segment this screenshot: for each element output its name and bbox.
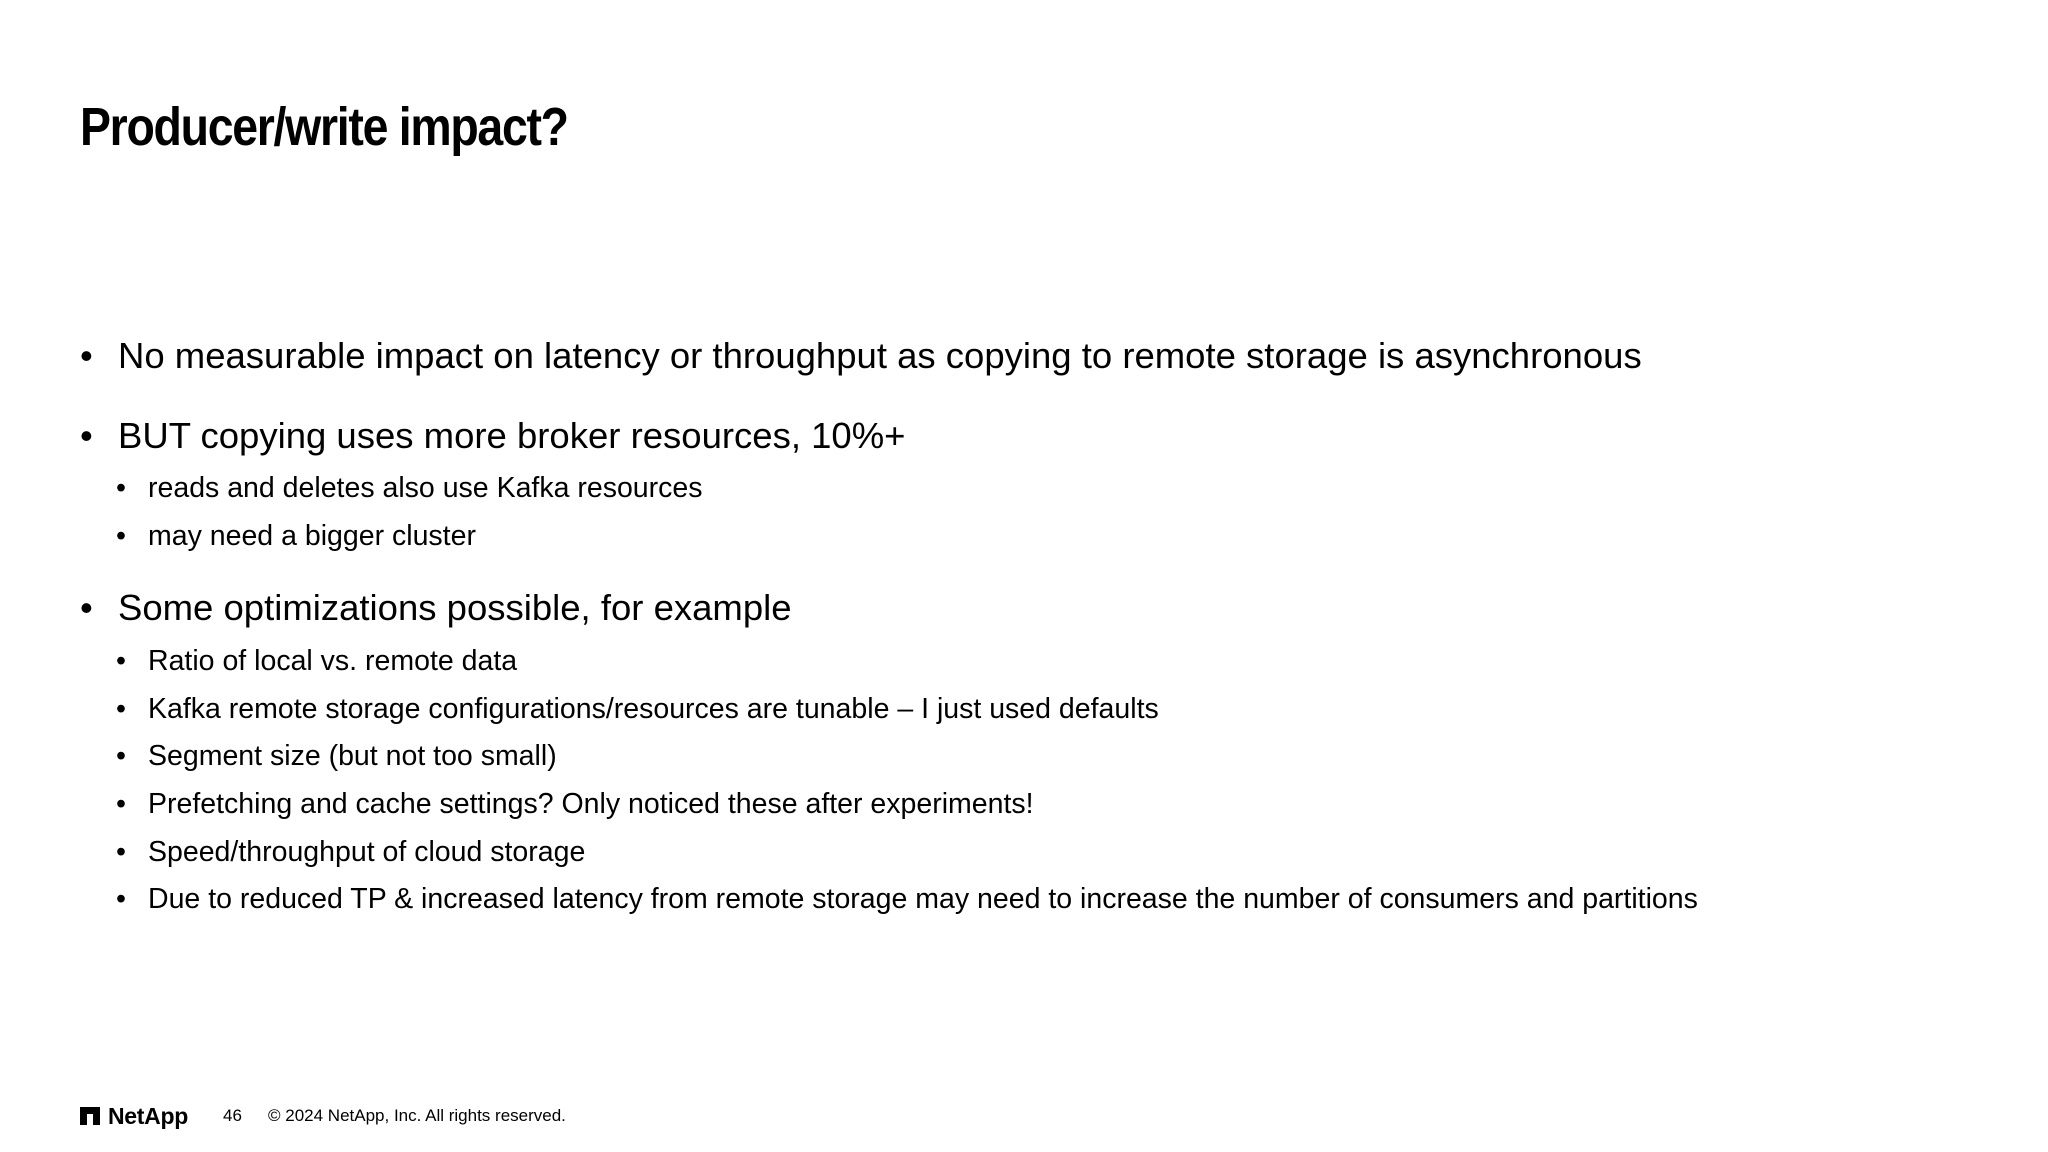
bullet-text: Some optimizations possible, for example <box>118 587 792 628</box>
sub-bullet-text: Kafka remote storage configurations/resources are tunable – I just used defaults <box>148 693 1159 725</box>
sub-bullet-text: Speed/throughput of cloud storage <box>148 836 586 868</box>
netapp-logo <box>80 1102 188 1130</box>
sub-bullet-dot: • <box>116 472 126 504</box>
sub-bullet-dot: • <box>116 645 126 677</box>
sub-bullet-text: Ratio of local vs. remote data <box>148 645 518 677</box>
sub-bullet-text: may need a bigger cluster <box>148 520 476 552</box>
page-number: 46 <box>223 1106 242 1125</box>
bullet-text: No measurable impact on latency or throughput as copying to remote storage is asynchronous <box>118 335 1642 376</box>
sub-bullet-dot: • <box>116 740 126 772</box>
sub-bullet-dot: • <box>116 693 126 725</box>
bullet-dot: • <box>80 335 93 376</box>
logo-text: NetApp <box>108 1102 188 1129</box>
bullet-text: BUT copying uses more broker resources, 10%+ <box>118 415 906 456</box>
slide-title: Producer/write impact? <box>80 97 568 157</box>
sub-bullet-text: reads and deletes also use Kafka resources <box>148 472 703 504</box>
sub-bullet-text: Prefetching and cache settings? Only noticed these after experiments! <box>148 788 1034 820</box>
sub-bullet-text: Due to reduced TP & increased latency from remote storage may need to increase the number of consumers and partitions <box>148 883 1698 915</box>
bullet-dot: • <box>80 415 93 456</box>
sub-bullet-dot: • <box>116 788 126 820</box>
sub-bullet-dot: • <box>116 520 126 552</box>
sub-bullet-dot: • <box>116 883 126 915</box>
netapp-logo-icon <box>80 1107 100 1125</box>
sub-bullet-text: Segment size (but not too small) <box>148 740 557 772</box>
slide-footer <box>80 1102 980 1132</box>
bullet-dot: • <box>80 587 93 628</box>
sub-bullet-dot: • <box>116 836 126 868</box>
copyright-notice: © 2024 NetApp, Inc. All rights reserved. <box>268 1106 566 1125</box>
